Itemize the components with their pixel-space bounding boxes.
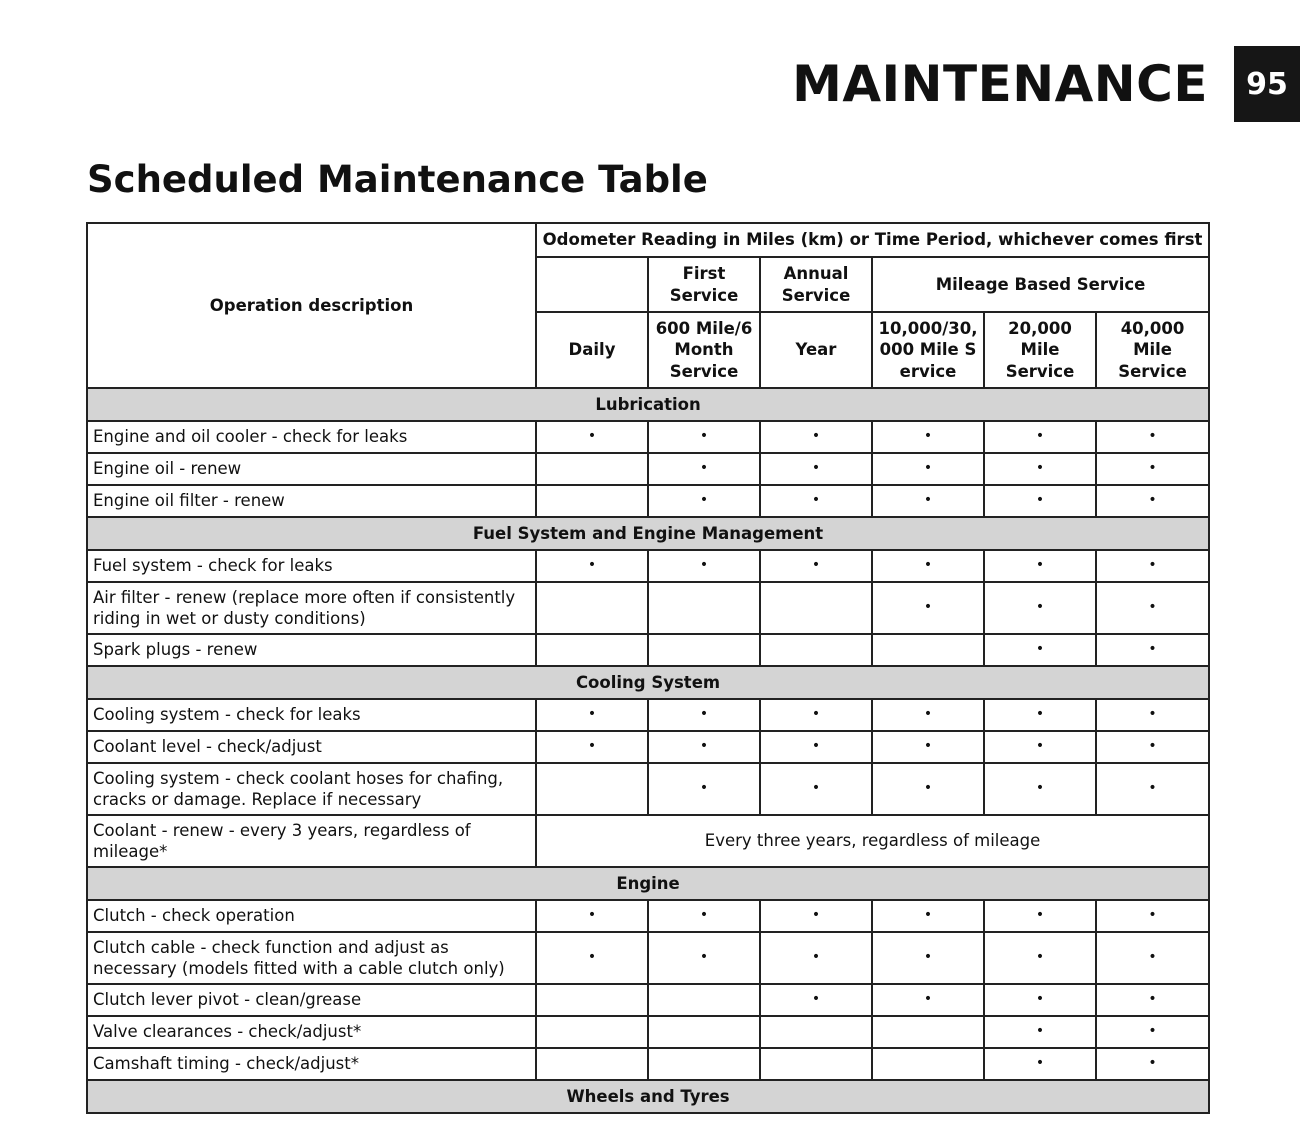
schedule-mark-cell: • [872,763,984,815]
operation-cell: Engine oil - renew [87,453,536,485]
schedule-mark-cell: • [1096,421,1209,453]
schedule-mark-cell: • [1096,1048,1209,1080]
table-row [87,1016,1209,1048]
schedule-mark-cell: • [536,731,648,763]
section-row [87,388,1209,421]
schedule-mark-cell: • [872,984,984,1016]
schedule-mark-cell: • [872,582,984,634]
schedule-mark-cell: • [872,699,984,731]
schedule-mark-cell: • [1096,550,1209,582]
schedule-mark-cell: • [760,485,872,517]
operation-cell: Coolant - renew - every 3 years, regardless of mileage* [87,815,536,867]
table-row [87,1048,1209,1080]
schedule-mark-cell: • [760,421,872,453]
mileage-based-header: Mileage Based Service [872,257,1209,312]
table-row [87,900,1209,932]
schedule-mark-cell: • [648,699,760,731]
schedule-mark-cell: • [984,550,1096,582]
schedule-mark-cell: • [984,900,1096,932]
schedule-mark-cell: • [872,731,984,763]
section-heading: Cooling System [87,666,1209,699]
operation-cell: Cooling system - check for leaks [87,699,536,731]
schedule-mark-cell: • [984,699,1096,731]
col-header: Daily [536,312,648,388]
schedule-mark-cell: • [872,550,984,582]
operation-cell: Spark plugs - renew [87,634,536,666]
table-row [87,932,1209,984]
blank-header-cell [536,257,648,312]
schedule-mark-cell: • [1096,763,1209,815]
schedule-mark-cell: • [648,453,760,485]
schedule-mark-cell: • [984,731,1096,763]
schedule-mark-cell [872,1048,984,1080]
page-number-badge: 95 [1234,46,1300,122]
schedule-mark-cell [536,984,648,1016]
section-heading: Lubrication [87,388,1209,421]
schedule-mark-cell: • [536,421,648,453]
schedule-mark-cell: • [760,900,872,932]
operation-cell: Clutch - check operation [87,900,536,932]
schedule-mark-cell: • [984,984,1096,1016]
schedule-mark-cell: • [984,932,1096,984]
section-heading: Fuel System and Engine Management [87,517,1209,550]
schedule-mark-cell [760,1016,872,1048]
schedule-mark-cell: • [984,485,1096,517]
schedule-mark-cell: • [760,453,872,485]
schedule-mark-cell [872,634,984,666]
schedule-mark-cell [536,634,648,666]
operation-cell: Engine and oil cooler - check for leaks [87,421,536,453]
col-header: Year [760,312,872,388]
schedule-mark-cell: • [872,485,984,517]
section-row [87,666,1209,699]
table-row [87,485,1209,517]
schedule-mark-cell [536,763,648,815]
section-heading: Wheels and Tyres [87,1080,1209,1113]
operation-cell: Clutch lever pivot - clean/grease [87,984,536,1016]
schedule-mark-cell [872,1016,984,1048]
schedule-mark-cell: • [760,932,872,984]
schedule-mark-cell: • [872,421,984,453]
schedule-mark-cell: • [984,1016,1096,1048]
op-description-header: Operation description [87,223,536,388]
schedule-mark-cell: • [760,699,872,731]
schedule-mark-cell [648,1048,760,1080]
schedule-mark-cell [536,453,648,485]
operation-cell: Coolant level - check/adjust [87,731,536,763]
table-row [87,634,1209,666]
schedule-mark-cell [760,634,872,666]
operation-cell: Engine oil filter - renew [87,485,536,517]
section-row [87,867,1209,900]
schedule-mark-cell: • [648,731,760,763]
maintenance-table [86,222,1210,1114]
schedule-mark-cell: • [536,900,648,932]
schedule-mark-cell [648,582,760,634]
schedule-mark-cell: • [648,900,760,932]
schedule-mark-cell [648,1016,760,1048]
schedule-mark-cell: • [984,1048,1096,1080]
schedule-mark-cell: • [760,984,872,1016]
first-service-header: First Service [648,257,760,312]
schedule-mark-cell: • [1096,731,1209,763]
schedule-mark-cell [536,485,648,517]
schedule-mark-cell: • [648,763,760,815]
schedule-mark-cell [648,634,760,666]
table-row [87,550,1209,582]
schedule-mark-cell: • [872,453,984,485]
operation-cell: Air filter - renew (replace more often if consistently riding in wet or dusty conditions) [87,582,536,634]
schedule-mark-cell: • [984,634,1096,666]
schedule-mark-cell [536,1016,648,1048]
chapter-title: MAINTENANCE [792,55,1208,113]
interval-note-cell: Every three years, regardless of mileage [536,815,1209,867]
odometer-header: Odometer Reading in Miles (km) or Time Period, whichever comes first [536,223,1209,257]
table-row [87,815,1209,867]
schedule-mark-cell: • [984,763,1096,815]
schedule-mark-cell: • [648,421,760,453]
table-row [87,699,1209,731]
col-header: 600 Mile/6 Month Service [648,312,760,388]
schedule-mark-cell: • [536,550,648,582]
operation-cell: Fuel system - check for leaks [87,550,536,582]
table-row [87,731,1209,763]
table-row [87,453,1209,485]
table-row [87,421,1209,453]
schedule-mark-cell: • [1096,1016,1209,1048]
schedule-mark-cell: • [760,550,872,582]
section-title: Scheduled Maintenance Table [87,158,708,201]
table-row [87,763,1209,815]
schedule-mark-cell: • [1096,485,1209,517]
table-row [87,984,1209,1016]
col-header: 20,000 Mile Service [984,312,1096,388]
section-row [87,517,1209,550]
col-header: 40,000 Mile Service [1096,312,1209,388]
schedule-mark-cell: • [984,582,1096,634]
schedule-mark-cell: • [1096,984,1209,1016]
schedule-mark-cell: • [648,485,760,517]
schedule-mark-cell: • [984,453,1096,485]
table-body [87,388,1209,1113]
schedule-mark-cell: • [648,550,760,582]
section-heading: Engine [87,867,1209,900]
schedule-mark-cell: • [984,421,1096,453]
schedule-mark-cell: • [1096,900,1209,932]
schedule-mark-cell [536,1048,648,1080]
schedule-mark-cell: • [760,763,872,815]
annual-service-header: Annual Service [760,257,872,312]
schedule-mark-cell: • [872,900,984,932]
col-header: 10,000/30,000 Mile Service [872,312,984,388]
schedule-mark-cell [648,984,760,1016]
schedule-mark-cell [760,1048,872,1080]
table-row [87,582,1209,634]
section-row [87,1080,1209,1113]
schedule-mark-cell: • [1096,634,1209,666]
schedule-mark-cell: • [536,932,648,984]
schedule-mark-cell: • [1096,582,1209,634]
schedule-mark-cell: • [648,932,760,984]
operation-cell: Clutch cable - check function and adjust as necessary (models fitted with a cable clutch only) [87,932,536,984]
schedule-mark-cell: • [872,932,984,984]
schedule-mark-cell: • [1096,453,1209,485]
operation-cell: Camshaft timing - check/adjust* [87,1048,536,1080]
operation-cell: Valve clearances - check/adjust* [87,1016,536,1048]
schedule-mark-cell: • [1096,932,1209,984]
schedule-mark-cell [760,582,872,634]
schedule-mark-cell: • [536,699,648,731]
schedule-mark-cell: • [760,731,872,763]
schedule-mark-cell: • [1096,699,1209,731]
schedule-mark-cell [536,582,648,634]
table-header [87,223,1209,388]
operation-cell: Cooling system - check coolant hoses for chafing, cracks or damage. Replace if necessary [87,763,536,815]
